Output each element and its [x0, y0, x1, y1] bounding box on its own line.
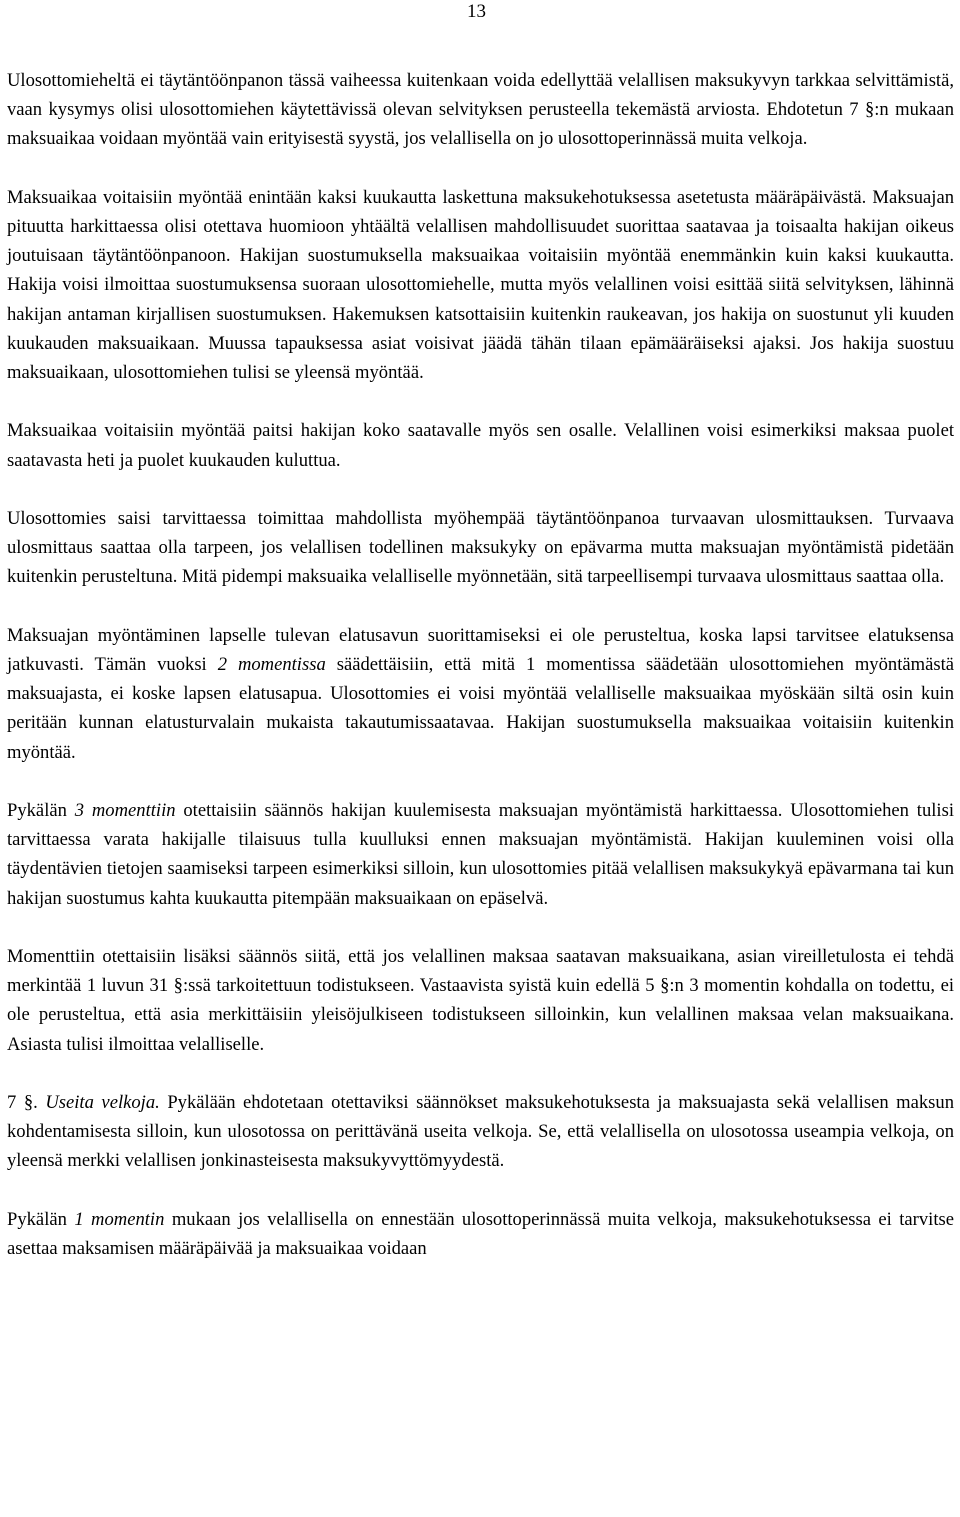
text-segment: Pykälään ehdotetaan otettaviksi säännökset maksukehotuksesta ja maksuajasta sekä velallisen maksun kohdentamisesta silloin, kun ulosotossa on perittävänä useita velkoja. Se, että velallisella on ulosotossa useampia velkoja, on yleensä merkki velallisen jonkinasteisesta maksukyvyttömyydestä. — [7, 1092, 955, 1172]
page-number: 13 — [467, 1, 486, 22]
italic-text-segment: 2 momentissa — [217, 654, 326, 675]
paragraph — [7, 416, 954, 474]
paragraph — [7, 183, 954, 387]
text-segment: Pykälän — [7, 1208, 75, 1230]
italic-text-segment: Useita velkoja. — [45, 1092, 160, 1113]
paragraph — [7, 1205, 954, 1263]
text-segment: säädettäisiin, että mitä 1 momentissa säädetään ulosottomiehen myöntämästä maksuajasta, ei koske lapsen elatusapua. Ulosottomies ei voisi myöntää velalliselle maksuaikaa myöskään siltä osin kuin peritään kunnan elatusturvalain mukaista takautumissaatavaa. Hakijan suostumuksella maksuaikaa voitaisiin kuitenkin myöntää. — [7, 654, 954, 763]
italic-text-segment: 3 momenttiin — [74, 800, 176, 821]
text-segment: Momenttiin otettaisiin lisäksi säännös siitä, että jos velallinen maksaa saatavan maksuaikana, asian vireilletulosta ei tehdä merkintää 1 luvun 31 §:ssä tarkoitettuun todistukseen. Vastaavista syistä kuin edellä 5 §:n 3 momentin kohdalla on todettu, ei ole perusteltua, että asia merkittäisiin yleisöjulkiseen todistukseen silloinkin, kun velallinen maksaa velan maksuaikana. Asiasta tulisi ilmoittaa velalliselle. — [7, 946, 954, 1055]
text-segment: 7 §. — [7, 1092, 46, 1113]
text-segment: otettaisiin säännös hakijan kuulemisesta maksuajan myöntämistä harkittaessa. Ulosottomiehen tulisi tarvittaessa varata hakijalle tilaisuus tulla kuulluksi ennen maksuajan myöntämistä. Hakijan kuuleminen voisi olla täydentävien tietojen saamiseksi tarpeen esimerkiksi silloin, kun ulosottomies pitää velallisen maksukykyä epävarmana tai kun hakijan suostumus kahta kuukautta pitempään maksuaikaan on epäselvä. — [7, 800, 955, 909]
italic-text-segment: 1 momentin — [74, 1208, 165, 1230]
paragraph — [7, 504, 954, 592]
paragraph — [7, 1088, 954, 1176]
paragraph — [7, 621, 954, 767]
document-body — [7, 66, 954, 1263]
text-segment: Pykälän — [7, 800, 75, 821]
text-segment: mukaan jos velallisella on ennestään ulosottoperinnässä muita velkoja, maksukehotuksessa ei tarvitse asettaa maksamisen määräpäivää ja maksuaikaa voidaan — [7, 1208, 954, 1259]
text-segment: Ulosottomieheltä ei täytäntöönpanon tässä vaiheessa kuitenkaan voida edellyttää velallisen maksukyvyn tarkkaa selvittämistä, vaan kysymys olisi ulosottomiehen käytettävissä olevan selvityksen perusteella tekemästä arviosta. Ehdotetun 7 §:n mukaan maksuaikaa voidaan myöntää vain erityisestä syystä, jos velallisella on jo ulosottoperinnässä muita velkoja. — [7, 70, 954, 150]
text-segment: Maksuajan myöntäminen lapselle tulevan elatusavun suorittamiseksi ei ole perusteltua, koska lapsi tarvitsee elatuksensa jatkuvasti. Tämän vuoksi — [7, 624, 954, 675]
text-segment: Maksuaikaa voitaisiin myöntää enintään kaksi kuukautta laskettuna maksukehotuksessa asetetusta määräpäivästä. Maksuajan pituutta harkittaessa olisi otettava huomioon yhtäältä velallisen mahdollisuudet suorittaa saatavaa ja toisaalta hakijan oikeus joutuisaan täytäntöönpanoon. Hakijan suostumuksella maksuaikaa voitaisiin myöntää enemmänkin kuin kaksi kuukautta. Hakija voisi ilmoittaa suostumuksensa suoraan ulosottomiehelle, mutta myös velallinen voisi esittää siitä selvityksen, lähinnä hakijan antaman kirjallisen suostumuksen. Hakemuksen katsottaisiin kuitenkin raukeavan, jos hakija on suostunut yli kuuden kuukauden maksuaikaan. Muussa tapauksessa asiat voisivat jäädä tähän tilaan epämääräiseksi ajaksi. Jos hakija suostuu maksuaikaan, ulosottomiehen tulisi se yleensä myöntää. — [7, 186, 954, 384]
paragraph — [7, 796, 954, 913]
paragraph — [7, 942, 954, 1059]
text-segment: Maksuaikaa voitaisiin myöntää paitsi hakijan koko saatavalle myös sen osalle. Velallinen voisi esimerkiksi maksaa puolet saatavasta heti ja puolet kuukauden kuluttua. — [7, 420, 954, 471]
text-segment: Ulosottomies saisi tarvittaessa toimittaa mahdollista myöhempää täytäntöönpanoa turvaavan ulosmittauksen. Turvaava ulosmittaus saattaa olla tarpeen, jos velallisen todellinen maksukyky on epävarma mutta maksuajan myöntämistä pidetään kuitenkin perusteltuna. Mitä pidempi maksuaika velalliselle myönnetään, sitä tarpeellisempi turvaava ulosmittaus saattaa olla. — [7, 508, 954, 588]
paragraph — [7, 66, 954, 154]
